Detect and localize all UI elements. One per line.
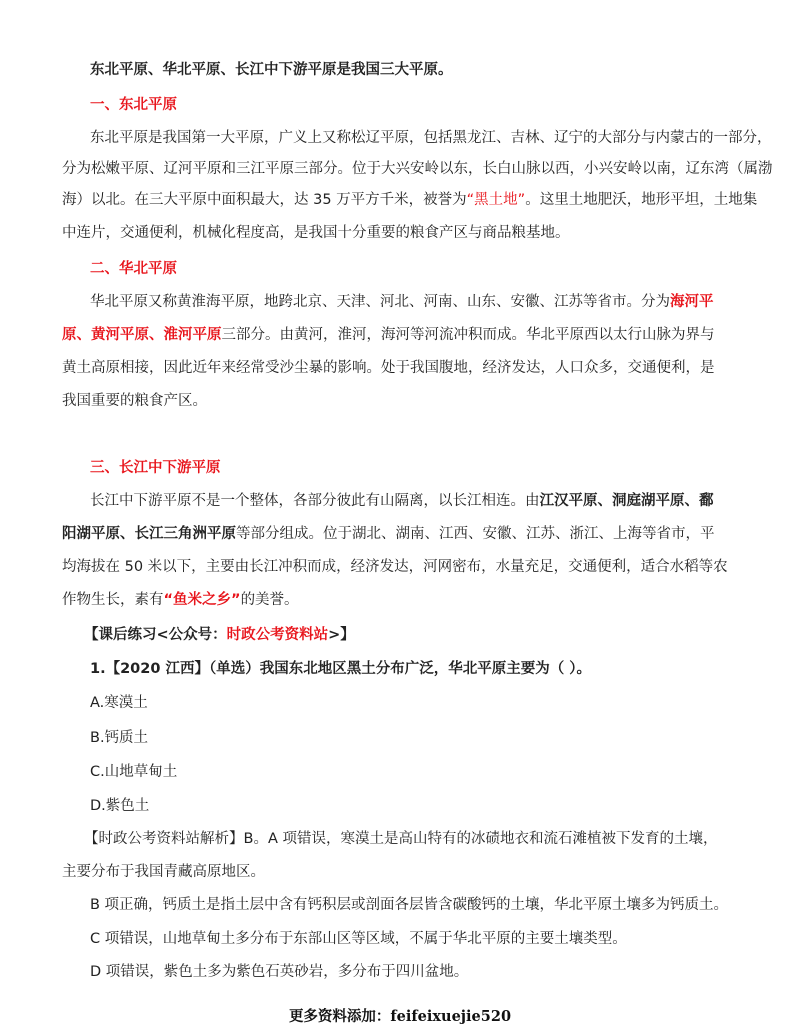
paragraph-line: 分为松嫩平原、辽河平原和三江平原三部分。位于大兴安岭以东，长白山脉以西，小兴安岭以南，辽东湾（属渤 xyxy=(62,161,773,177)
text-run: 三部分。由黄河，淮河，海河等河流冲积而成。华北平原西以太行山脉为界与 xyxy=(221,327,715,343)
option-d: D.紫色土 xyxy=(90,798,150,814)
highlight-text: 海河平 xyxy=(670,294,714,310)
highlight-text: “鱼米之乡” xyxy=(163,592,241,608)
text-run: >】 xyxy=(328,627,355,643)
highlight-text: 时政公考资料站 xyxy=(226,627,329,643)
intro-sentence: 东北平原、华北平原、长江中下游平原是我国三大平原。 xyxy=(90,62,453,78)
bold-text: 江汉平原、洞庭湖平原、鄱 xyxy=(539,493,714,509)
option-b: B.钙质土 xyxy=(90,730,149,746)
analysis-line: 【时政公考资料站解析】B。A 项错误，寒漠土是高山特有的冰碛地衣和流石滩植被下发育的土壤， xyxy=(84,831,718,847)
text-run: 的美誉。 xyxy=(240,592,299,608)
paragraph-line: 我国重要的粮食产区。 xyxy=(62,393,207,409)
paragraph-line xyxy=(0,292,800,312)
analysis-line: C 项错误，山地草甸土多分布于东部山区等区域，不属于华北平原的主要土壤类型。 xyxy=(90,931,627,947)
analysis-line: D 项错误，紫色土多为紫色石英砂岩，多分布于四川盆地。 xyxy=(90,964,469,980)
highlight-text: “黑土地” xyxy=(466,192,526,208)
option-a: A.寒漠土 xyxy=(90,695,148,711)
highlight-text: 原、黄河平原、淮河平原 xyxy=(62,327,222,343)
paragraph-line: 中连片，交通便利，机械化程度高，是我国十分重要的粮食产区与商品粮基地。 xyxy=(62,225,570,241)
paragraph-line: 东北平原是我国第一大平原，广义上又称松辽平原，包括黑龙江、吉林、辽宁的大部分与内蒙古的一部分， xyxy=(90,130,772,146)
option-c: C.山地草甸土 xyxy=(90,764,178,780)
analysis-line: 主要分布于我国青藏高原地区。 xyxy=(62,864,265,880)
question-stem: 1.【2020 江西】（单选）我国东北地区黑土分布广泛，华北平原主要为（ ）。 xyxy=(90,661,592,677)
paragraph-line xyxy=(0,524,800,544)
section-title-northeast: 一、东北平原 xyxy=(90,97,177,113)
paragraph-line xyxy=(0,325,800,345)
section-title-yangtze: 三、长江中下游平原 xyxy=(90,460,221,476)
text-run: 。这里土地肥沃，地形平坦，土地集 xyxy=(525,192,758,208)
section-title-north-china: 二、华北平原 xyxy=(90,261,177,277)
analysis-line: B 项正确，钙质土是指土层中含有钙积层或剖面各层皆含碳酸钙的土壤，华北平原土壤多为钙质土。 xyxy=(90,897,729,913)
bold-text: 阳湖平原、长江三角洲平原 xyxy=(62,526,236,542)
paragraph-line xyxy=(0,491,800,511)
paragraph-line xyxy=(0,590,800,610)
text-run: 作物生长，素有 xyxy=(62,592,164,608)
text-run: 华北平原又称黄淮海平原，地跨北京、天津、河北、河南、山东、安徽、江苏等省市。分为 xyxy=(90,294,670,310)
footer-contact: 更多资料添加：feifeixuejie520 xyxy=(288,1008,512,1025)
paragraph-line: 均海拔在 50 米以下，主要由长江冲积而成，经济发达，河网密布，水量充足，交通便利，适合水稻等农 xyxy=(62,559,728,575)
text-run: 海）以北。在三大平原中面积最大，达 35 万平方千米，被誉为 xyxy=(62,192,467,208)
paragraph-line xyxy=(0,190,800,210)
paragraph-line: 黄土高原相接，因此近年来经常受沙尘暴的影响。处于我国腹地，经济发达，人口众多，交通便利，是 xyxy=(62,360,715,376)
text-run: 长江中下游平原不是一个整体，各部分彼此有山隔离，以长江相连。由 xyxy=(90,493,540,509)
text-run: 【课后练习<公众号： xyxy=(84,627,227,643)
text-run: 等部分组成。位于湖北、湖南、江西、安徽、江苏、浙江、上海等省市，平 xyxy=(236,526,715,542)
practice-heading xyxy=(0,625,800,645)
